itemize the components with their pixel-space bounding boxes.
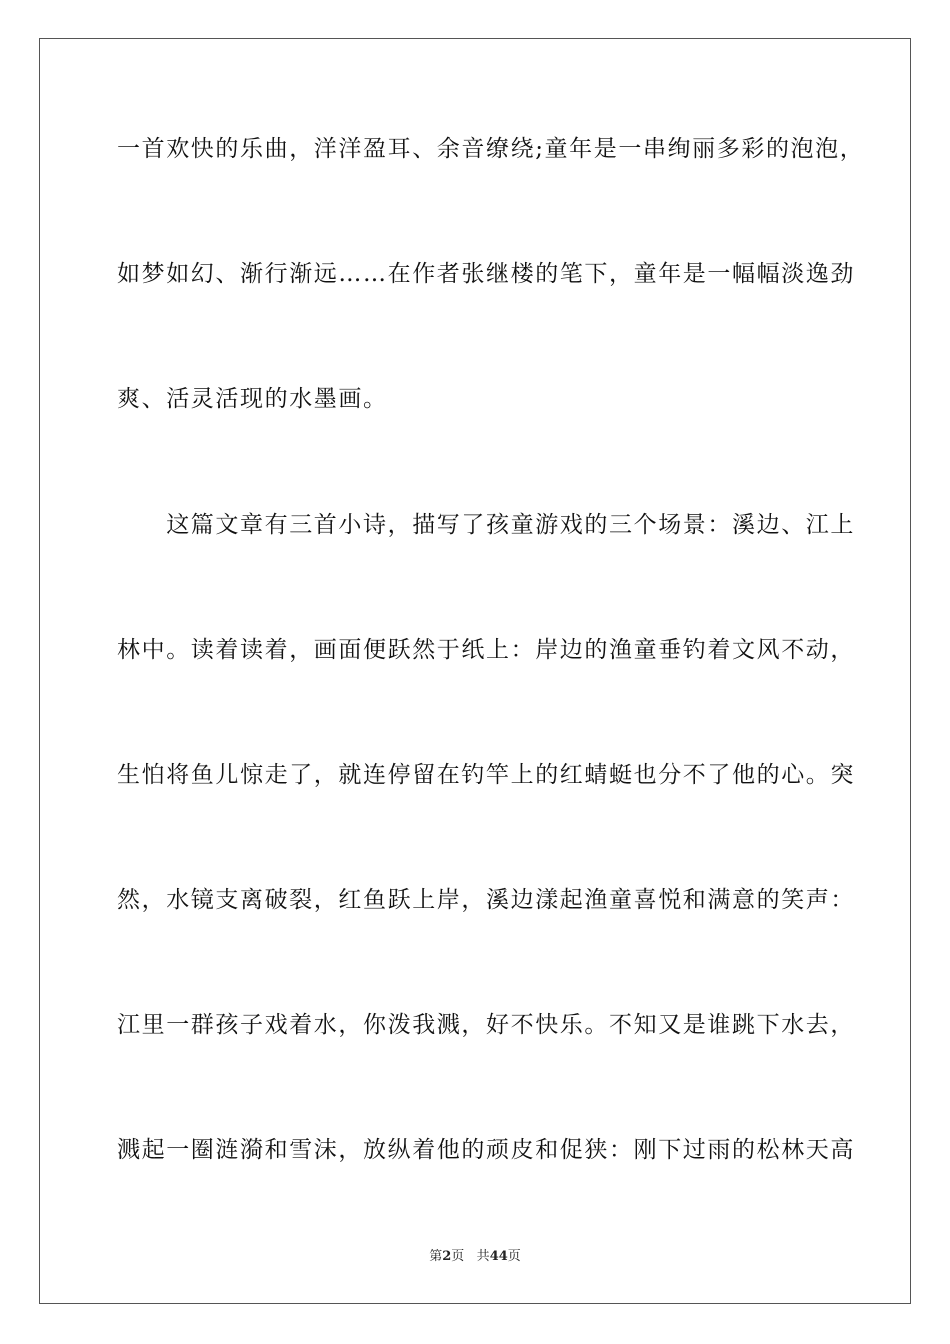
total-prefix: 共 [476, 1249, 490, 1264]
text-line-5: 林中。读着读着，画面便跃然于纸上：岸边的渔童垂钓着文风不动， [117, 637, 855, 663]
text-line-4: 这篇文章有三首小诗，描写了孩童游戏的三个场景：溪边、江上 [117, 512, 855, 538]
total-pages: 44 [489, 1249, 508, 1264]
text-line-1: 一首欢快的乐曲，洋洋盈耳、余音缭绕;童年是一串绚丽多彩的泡泡， [117, 136, 865, 162]
page-prefix: 第 [429, 1249, 443, 1264]
text-line-7: 然，水镜支离破裂，红鱼跃上岸，溪边漾起渔童喜悦和满意的笑声： [117, 887, 855, 913]
text-line-3: 爽、活灵活现的水墨画。 [117, 386, 388, 412]
page-suffix: 页 [451, 1249, 465, 1264]
text-line-9: 溅起一圈涟漪和雪沫，放纵着他的顽皮和促狭：刚下过雨的松林天高 [117, 1137, 855, 1163]
text-line-2: 如梦如幻、渐行渐远……在作者张继楼的笔下，童年是一幅幅淡逸劲 [117, 261, 855, 287]
page-border [39, 38, 911, 1304]
total-suffix: 页 [507, 1249, 521, 1264]
page-number: 2 [442, 1249, 452, 1264]
page-footer [0, 1248, 950, 1266]
text-line-6: 生怕将鱼儿惊走了，就连停留在钓竿上的红蜻蜓也分不了他的心。突 [117, 762, 855, 788]
text-line-8: 江里一群孩子戏着水，你泼我溅，好不快乐。不知又是谁跳下水去， [117, 1012, 855, 1038]
